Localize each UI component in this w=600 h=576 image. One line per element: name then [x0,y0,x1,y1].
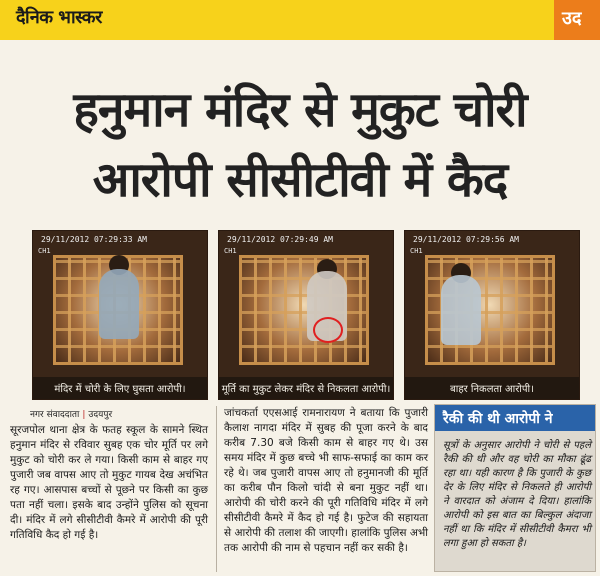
cctv-timestamp: 29/11/2012 07:29:49 AM [227,235,333,244]
article-column-1: सूरजपोल थाना क्षेत्र के फतह स्कूल के सामने स्थित हनुमान मंदिर से रविवार सुबह एक चोर मूर्ति पर लगे मुकुट को चोरी कर ले गया। किसी काम से बाहर गए पुजारी जब वापस आए तो मुकुट गायब देख अचंभित रह गए। आसपास बच्चों से पूछने पर किसी का कुछ पता नहीं चला। इसके बाद उन्होंने पुलिस को सूचना दी। मंदिर में लगे सीसीटीवी कैमरे में आरोपी की पूरी गतिविधि कैद हो गई है। [10,424,208,541]
byline-author: नगर संवाददाता [30,410,80,420]
masthead [0,0,600,40]
byline [30,407,112,420]
news-page [0,40,600,576]
article-column-2: जांचकर्ता एएसआई रामनारायण ने बताया कि पुजारी कैलाश नागदा मंदिर में सुबह की पूजा करने के बाद करीब 7.30 बजे किसी काम से बाहर गए थे। उस समय मंदिर में कुछ बच्चे भी साफ-सफाई का काम कर रहे थे। जब पुजारी वापस आए तो हनुमानजी की मूर्ति का करीब पौन किलो चांदी से बना मुकुट नहीं था। आरोपी की चोरी करने की पूरी गतिविधि मंदिर में लगे सीसीटीवी कैमरे में कैद हो गई है। फुटेज की सहायता से आरोपी की तलाश की जाएगी। हालांकि पुलिस अभी तक आरोपी की नाम से पहचान नहीं कर सकी है। [224,407,428,554]
cctv-timestamp: 29/11/2012 07:29:56 AM [413,235,519,244]
edition-tab: उद [554,0,600,40]
headline-line-1: हनुमान मंदिर से मुकुट चोरी [73,82,527,138]
photo-caption: मंदिर में चोरी के लिए घुसता आरोपी। [33,377,207,399]
headline-line-2: आरोपी सीसीटीवी में कैद [92,152,508,208]
suspect-figure [99,269,139,339]
cctv-photo-3 [404,230,580,400]
newspaper-logo: दैनिक भास्कर [16,7,102,28]
cctv-photo-2 [218,230,394,400]
crown-highlight-circle [313,317,343,343]
shrine-cage [239,255,369,365]
cctv-channel: CH1 [224,247,237,255]
sidebar-box [434,404,596,572]
byline-separator: | [82,410,86,420]
sidebar-body: सूत्रों के अनुसार आरोपी ने चोरी से पहले रैकी की थी और वह चोरी का मौका ढूंढ रहा था। यही कारण है कि पुजारी के कुछ देर के लिए मंदिर से निकलते ही आरोपी ने वारदात को अंजाम दे दिया। हालांकि आरोपी को इस बात का बिल्कुल अंदाजा नहीं था कि मंदिर में सीसीटीवी कैमरा भी लगा हुआ हो सकता है। [443,440,591,549]
sidebar-title: रैकी की थी आरोपी ने [435,405,595,431]
byline-city: उदयपुर [88,410,113,420]
cctv-timestamp: 29/11/2012 07:29:33 AM [41,235,147,244]
cctv-channel: CH1 [38,247,51,255]
cctv-photo-1 [32,230,208,400]
suspect-figure [441,275,481,345]
cctv-channel: CH1 [410,247,423,255]
photo-caption: बाहर निकलता आरोपी। [405,377,579,399]
column-divider [216,406,217,572]
photo-caption: मूर्ति का मुकुट लेकर मंदिर से निकलता आरोपी। [219,377,393,399]
